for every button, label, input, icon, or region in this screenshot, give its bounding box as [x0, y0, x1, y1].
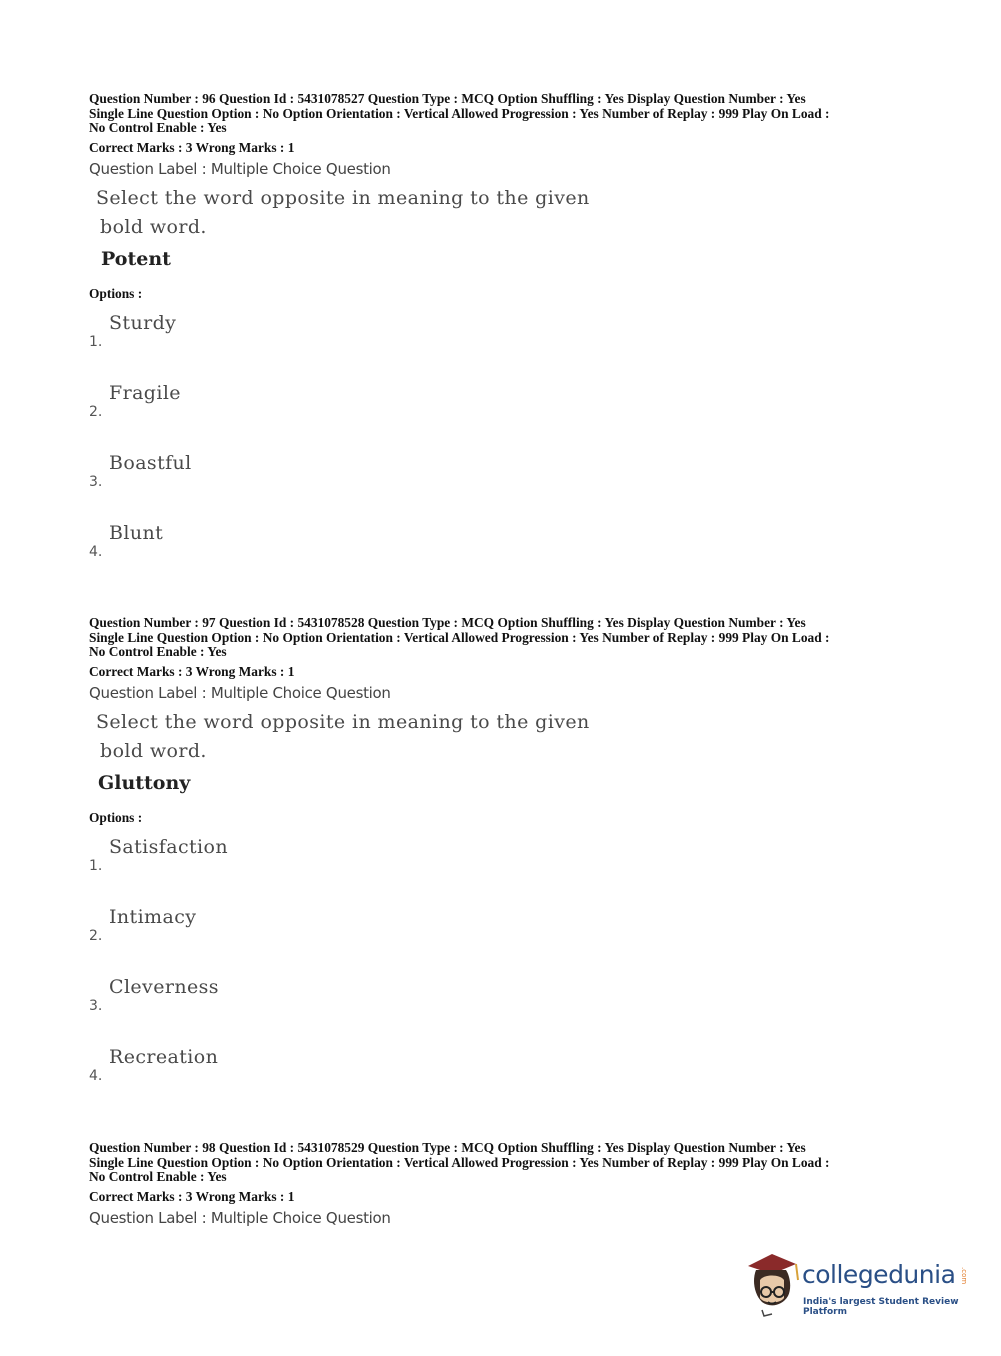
option-item[interactable]: [89, 1046, 919, 1116]
option-item[interactable]: [89, 906, 919, 976]
question-meta: [89, 92, 919, 136]
statement-line-2: bold word.: [100, 215, 207, 238]
question-meta: [89, 616, 919, 660]
question-label: Question Label : Multiple Choice Question: [89, 683, 391, 702]
option-item[interactable]: [89, 382, 919, 452]
meta-line-1: Question Number : 97 Question Id : 5431078528 Question Type : MCQ Option Shuffling : Yes Display Question Number : Yes: [89, 615, 806, 630]
option-number: 3.: [89, 473, 103, 490]
question-label: Question Label : Multiple Choice Question: [89, 159, 391, 178]
options-list: [89, 836, 919, 1116]
option-item[interactable]: [89, 976, 919, 1046]
marks-line: Correct Marks : 3 Wrong Marks : 1: [89, 139, 295, 155]
option-text: Boastful: [109, 451, 192, 474]
option-number: 2.: [89, 927, 103, 944]
option-text: Recreation: [109, 1045, 219, 1068]
option-text: Satisfaction: [109, 835, 228, 858]
meta-line-1: Question Number : 96 Question Id : 5431078527 Question Type : MCQ Option Shuffling : Yes Display Question Number : Yes: [89, 91, 806, 106]
option-text: Sturdy: [109, 311, 177, 334]
marks-line: Correct Marks : 3 Wrong Marks : 1: [89, 663, 295, 679]
meta-line-2: Single Line Question Option : No Option Orientation : Vertical Allowed Progression : Yes Number of Replay : 999 Play On Load :: [89, 629, 830, 645]
statement-line-1: Select the word opposite in meaning to the given: [96, 186, 590, 209]
option-number: 4.: [89, 1067, 103, 1084]
option-item[interactable]: [89, 312, 919, 382]
option-number: 2.: [89, 403, 103, 420]
option-item[interactable]: [89, 836, 919, 906]
statement-line-2: bold word.: [100, 739, 207, 762]
question-meta: [89, 1141, 919, 1185]
option-text: Blunt: [109, 521, 164, 544]
question-block: [89, 616, 919, 1116]
options-label: Options :: [89, 809, 143, 825]
question-block: [89, 92, 919, 592]
meta-line-3: No Control Enable : Yes: [89, 1169, 227, 1185]
question-bold-word: Gluttony: [98, 771, 191, 794]
options-list: [89, 312, 919, 592]
question-bold-word: Potent: [101, 247, 171, 270]
question-block: [89, 1141, 919, 1227]
meta-line-2: Single Line Question Option : No Option Orientation : Vertical Allowed Progression : Yes Number of Replay : 999 Play On Load :: [89, 1154, 830, 1170]
question-statement: [96, 708, 919, 766]
marks-line: Correct Marks : 3 Wrong Marks : 1: [89, 1188, 295, 1204]
meta-line-1: Question Number : 98 Question Id : 5431078529 Question Type : MCQ Option Shuffling : Yes Display Question Number : Yes: [89, 1140, 806, 1155]
logo-tagline: India's largest Student Review Platform: [803, 1297, 959, 1317]
option-number: 1.: [89, 857, 103, 874]
option-text: Cleverness: [109, 975, 219, 998]
mascot-icon: [742, 1250, 802, 1320]
option-item[interactable]: [89, 522, 919, 592]
logo-wordmark: collegedunia: [802, 1260, 956, 1289]
meta-line-2: Single Line Question Option : No Option Orientation : Vertical Allowed Progression : Yes Number of Replay : 999 Play On Load :: [89, 105, 830, 121]
option-text: Intimacy: [109, 905, 197, 928]
options-label: Options :: [89, 285, 143, 301]
question-statement: [96, 184, 919, 242]
option-number: 3.: [89, 997, 103, 1014]
logo-domain-suffix: .com: [960, 1267, 968, 1285]
meta-line-3: No Control Enable : Yes: [89, 120, 227, 136]
meta-line-3: No Control Enable : Yes: [89, 644, 227, 660]
option-number: 1.: [89, 333, 103, 350]
option-number: 4.: [89, 543, 103, 560]
collegedunia-logo: [742, 1250, 972, 1320]
question-label: Question Label : Multiple Choice Question: [89, 1208, 391, 1227]
option-text: Fragile: [109, 381, 181, 404]
option-item[interactable]: [89, 452, 919, 522]
statement-line-1: Select the word opposite in meaning to the given: [96, 710, 590, 733]
